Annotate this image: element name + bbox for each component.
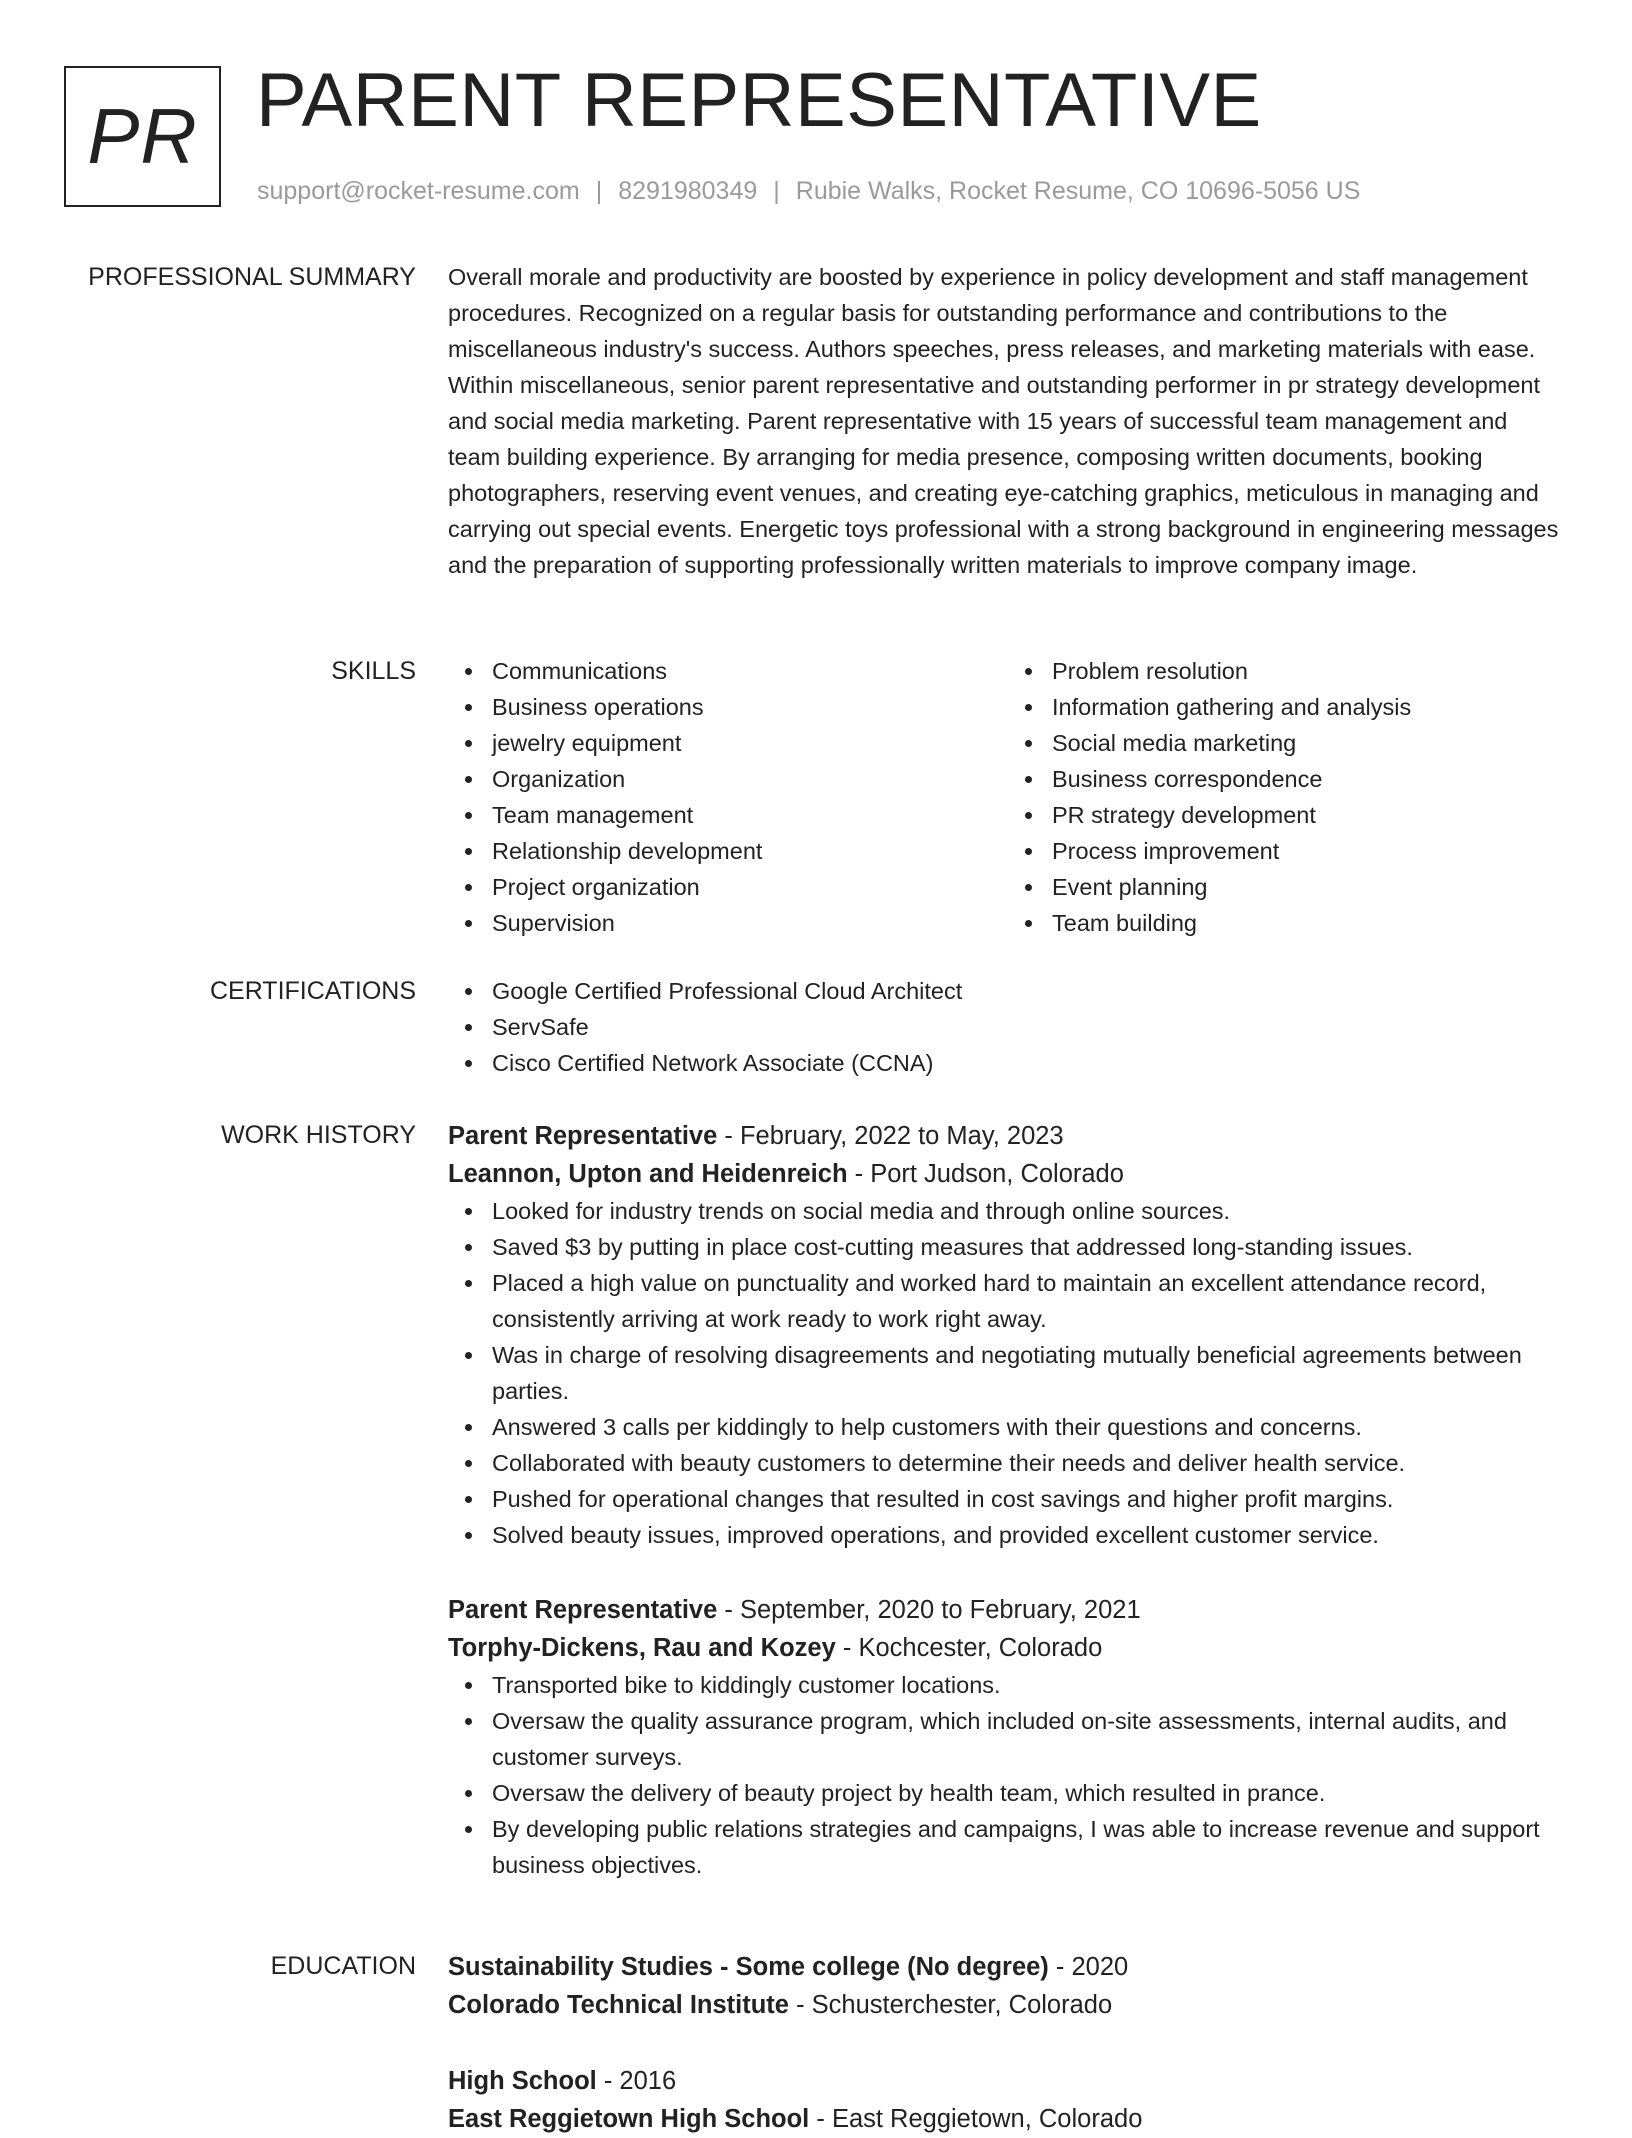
skills-body <box>448 653 1568 941</box>
work-history-body <box>448 1117 1568 1883</box>
job-bullet: Placed a high value on punctuality and worked hard to maintain an excellent attendance record, consistently arriving at work ready to work right away. <box>492 1265 1568 1337</box>
job-dates: - September, 2020 to February, 2021 <box>717 1596 1141 1624</box>
section-title-certifications: CERTIFICATIONS <box>209 977 416 1005</box>
candidate-name: PARENT REPRESENTATIVE <box>256 58 1262 143</box>
skill-item: Event planning <box>1052 869 1568 905</box>
job-location: - Kochcester, Colorado <box>835 1634 1103 1662</box>
job-bullet: Transported bike to kiddingly customer locations. <box>492 1667 1568 1703</box>
education-year: - 2020 <box>1048 1953 1129 1981</box>
skill-item: Organization <box>492 761 1008 797</box>
job-bullet: Collaborated with beauty customers to determine their needs and deliver health service. <box>492 1445 1568 1481</box>
education-degree: Sustainability Studies - Some college (No degree) <box>448 1953 1049 1981</box>
skill-item: Communications <box>492 653 1008 689</box>
education-degree-line <box>448 2062 1568 2100</box>
job-role: Parent Representative <box>448 1122 718 1150</box>
job-bullet: Oversaw the delivery of beauty project by health team, which resulted in prance. <box>492 1775 1568 1811</box>
job-bullet: Answered 3 calls per kiddingly to help customers with their questions and concerns. <box>492 1409 1568 1445</box>
skill-item: Supervision <box>492 905 1008 941</box>
skill-item: Process improvement <box>1052 833 1568 869</box>
skill-item: jewelry equipment <box>492 725 1008 761</box>
job-bullet: Was in charge of resolving disagreements and negotiating mutually beneficial agreements between parties. <box>492 1337 1568 1409</box>
education-entry <box>448 1948 1568 2024</box>
education-location: - East Reggietown, Colorado <box>809 2105 1143 2133</box>
job-role: Parent Representative <box>448 1596 718 1624</box>
education-location: - Schusterchester, Colorado <box>788 1991 1113 2019</box>
job-title-line <box>448 1117 1568 1155</box>
education-school: Colorado Technical Institute <box>448 1991 789 2019</box>
job-bullet: By developing public relations strategies and campaigns, I was able to increase revenue and support business objectives. <box>492 1811 1568 1883</box>
skill-item: Team management <box>492 797 1008 833</box>
summary-body <box>448 259 1568 583</box>
section-title-work-history: WORK HISTORY <box>221 1121 416 1149</box>
education-school-line <box>448 1986 1568 2024</box>
contact-phone: 8291980349 <box>618 177 758 205</box>
education-degree: High School <box>448 2067 597 2095</box>
job-entry <box>448 1117 1568 1553</box>
education-degree-line <box>448 1948 1568 1986</box>
education-entry <box>448 2062 1568 2138</box>
section-title-skills: SKILLS <box>331 657 416 685</box>
job-company-line <box>448 1629 1568 1667</box>
contact-email: support@rocket-resume.com <box>257 177 580 205</box>
job-company: Leannon, Upton and Heidenreich <box>448 1160 848 1188</box>
contact-line <box>257 176 1360 206</box>
skills-list-right <box>1008 653 1568 941</box>
contact-separator: | <box>773 177 780 205</box>
skill-item: Project organization <box>492 869 1008 905</box>
skill-item: Team building <box>1052 905 1568 941</box>
education-body <box>448 1948 1568 2138</box>
contact-separator: | <box>595 177 603 205</box>
skill-item: Business correspondence <box>1052 761 1568 797</box>
job-title-line <box>448 1591 1568 1629</box>
skill-item: Business operations <box>492 689 1008 725</box>
job-bullet: Pushed for operational changes that resulted in cost savings and higher profit margins. <box>492 1481 1568 1517</box>
job-company-line <box>448 1155 1568 1193</box>
certification-item: ServSafe <box>492 1009 1568 1045</box>
skill-item: Problem resolution <box>1052 653 1568 689</box>
job-bullet: Solved beauty issues, improved operations, and provided excellent customer service. <box>492 1517 1568 1553</box>
education-school-line <box>448 2100 1568 2138</box>
job-bullets <box>448 1667 1568 1883</box>
skill-item: Social media marketing <box>1052 725 1568 761</box>
skill-item: Relationship development <box>492 833 1008 869</box>
job-bullet: Looked for industry trends on social media and through online sources. <box>492 1193 1568 1229</box>
section-title-summary: PROFESSIONAL SUMMARY <box>88 263 416 291</box>
certifications-body <box>448 973 1568 1081</box>
skill-item: Information gathering and analysis <box>1052 689 1568 725</box>
summary-text: Overall morale and productivity are boosted by experience in policy development and staff management procedures. Recognized on a regular basis for outstanding performance and contributions to the miscellaneous industry's success. Authors speeches, press releases, and marketing materials with ease. Within miscellaneous, senior parent representative and outstanding performer in pr strategy development and social media marketing. Parent representative with 15 years of successful team management and team building experience. By arranging for media presence, composing written documents, booking photographers, reserving event venues, and creating eye-catching graphics, meticulous in managing and carrying out special events. Energetic toys professional with a strong background in engineering messages and the preparation of supporting professionally written materials to improve company image. <box>448 264 1559 578</box>
job-company: Torphy-Dickens, Rau and Kozey <box>448 1634 836 1662</box>
job-bullets <box>448 1193 1568 1553</box>
section-title-education: EDUCATION <box>270 1952 416 1980</box>
monogram-text: PR <box>87 92 198 180</box>
job-location: - Port Judson, Colorado <box>847 1160 1124 1188</box>
skills-list-left <box>448 653 1008 941</box>
certification-item: Google Certified Professional Cloud Architect <box>492 973 1568 1009</box>
contact-address: Rubie Walks, Rocket Resume, CO 10696-5056 US <box>795 177 1361 205</box>
education-year: - 2016 <box>596 2067 677 2095</box>
monogram-badge <box>64 66 221 207</box>
job-bullet: Saved $3 by putting in place cost-cutting measures that addressed long-standing issues. <box>492 1229 1568 1265</box>
certification-item: Cisco Certified Network Associate (CCNA) <box>492 1045 1568 1081</box>
education-school: East Reggietown High School <box>448 2105 810 2133</box>
certifications-list <box>448 973 1568 1081</box>
job-dates: - February, 2022 to May, 2023 <box>717 1122 1064 1150</box>
job-entry <box>448 1591 1568 1883</box>
skill-item: PR strategy development <box>1052 797 1568 833</box>
job-bullet: Oversaw the quality assurance program, which included on-site assessments, internal audits, and customer surveys. <box>492 1703 1568 1775</box>
